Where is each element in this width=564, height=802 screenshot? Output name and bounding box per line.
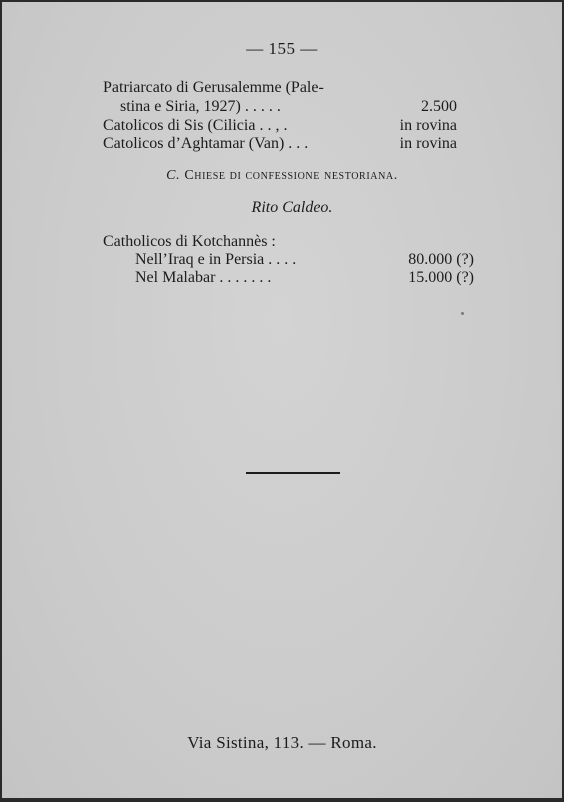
entry-aghtamar-label: Catolicos d’Aghtamar (Van) . . . (103, 135, 309, 152)
catholicos-item-iraq-value: 80.000 (?) (408, 251, 474, 268)
entry-jerusalem-value: 2.500 (421, 98, 457, 115)
section-letter: C. (166, 168, 181, 183)
rite-heading: Rito Caldeo. (251, 199, 333, 216)
section-heading (2, 168, 562, 184)
catholicos-heading: Catholicos di Kotchannès : (103, 233, 276, 250)
paper-speck (461, 312, 464, 315)
page-number: — 155 — (246, 39, 318, 58)
catholicos-item-malabar-label: Nel Malabar . . . . . . . (135, 269, 272, 286)
entry-sis-value: in rovina (399, 117, 457, 134)
entry-jerusalem-line1: Patriarcato di Gerusalemme (Pale- (103, 79, 324, 96)
divider-rule (246, 472, 340, 474)
catholicos-item-iraq-label: Nell’Iraq e in Persia . . . . (135, 251, 297, 268)
section-title: Chiese di confessione nestoriana. (184, 168, 398, 183)
imprint-footer: Via Sistina, 113. — Roma. (187, 733, 377, 752)
entry-jerusalem-line2: stina e Siria, 1927) . . . . . (120, 98, 281, 115)
entry-sis-label: Catolicos di Sis (Cilicia . . , . (103, 117, 288, 134)
catholicos-item-malabar-value: 15.000 (?) (408, 269, 474, 286)
book-page (2, 2, 562, 798)
entry-aghtamar-value: in rovina (399, 135, 457, 152)
